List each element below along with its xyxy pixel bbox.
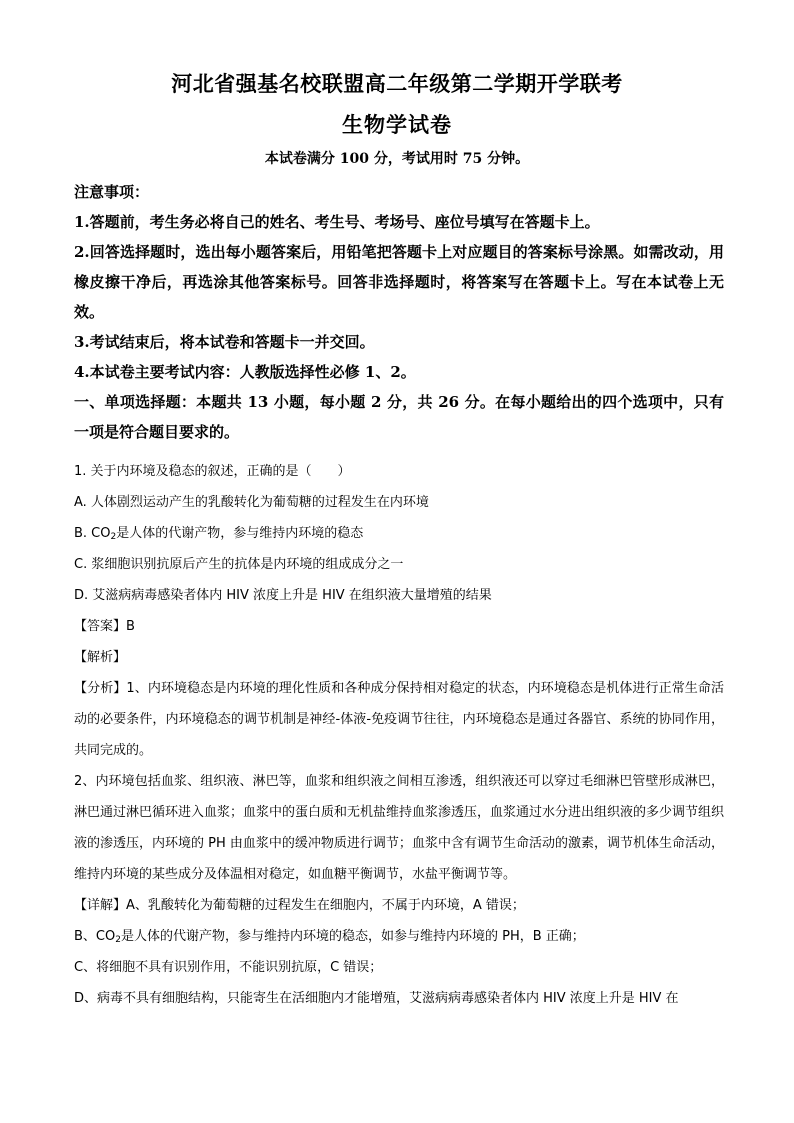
option-b-text: B. CO <box>74 526 111 541</box>
option-c: C. 浆细胞识别抗原后产生的抗体是内环境的组成成分之一 <box>74 557 404 572</box>
detail-d: D、病毒不具有细胞结构，只能寄生在活细胞内才能增殖，艾滋病病毒感染者体内 HIV 浓度上升是 HIV 在 <box>74 991 679 1006</box>
notice-heading: 注意事项： <box>74 183 150 201</box>
analysis-paragraph-2: 2、内环境包括血浆、组织液、淋巴等，血浆和组织液之间相互渗透，组织液还可以穿过毛细淋巴管壁形成淋巴，淋巴通过淋巴循环进入血浆；血浆中的蛋白质和无机盐维持血浆渗透压，血浆通过水分进出组织液的多少调节组织液的渗透压，内环境的 PH 由血浆中的缓冲物质进行调节；血浆中含有调节生命活动的激素，调节机体生命活动，维持内环境的某些成分及体温相对稳定，如血糖平衡调节，水盐平衡调节等。 <box>74 774 725 882</box>
option-a: A. 人体剧烈运动产生的乳酸转化为葡萄糖的过程发生在内环境 <box>74 495 429 510</box>
analysis-paragraph-1: 【分析】1、内环境稳态是内环境的理化性质和各种成分保持相对稳定的状态，内环境稳态是机体进行正常生命活动的必要条件，内环境稳态的调节机制是神经-体液-免疫调节往往，内环境稳态是通过各器官、系统的协同作用，共同完成的。 <box>74 681 724 758</box>
notice-item-4: 4.本试卷主要考试内容：人教版选择性必修 1、2。 <box>74 363 416 381</box>
question-1 <box>74 456 724 1014</box>
option-d: D. 艾滋病病毒感染者体内 HIV 浓度上升是 HIV 在组织液大量增殖的结果 <box>74 588 492 603</box>
analysis-label: 【解析】 <box>74 650 127 665</box>
section-heading: 一、单项选择题：本题共 13 小题，每小题 2 分，共 26 分。在每小题给出的四个选项中，只有一项是符合题目要求的。 <box>74 393 724 441</box>
option-b-subscript: 2 <box>110 532 117 542</box>
detail-b-text-rest: 是人体的代谢产物，参与维持内环境的稳态，如参与维持内环境的 PH，B 正确； <box>120 929 585 944</box>
answer-label: 【答案】B <box>74 619 135 634</box>
detail-c: C、将细胞不具有识别作用，不能识别抗原，C 错误； <box>74 960 383 975</box>
exam-subject: 生物学试卷 <box>342 112 452 137</box>
exam-title: 河北省强基名校联盟高二年级第二学期开学联考 <box>171 71 623 96</box>
notice-item-1: 1.答题前，考生务必将自己的姓名、考生号、考场号、座位号填写在答题卡上。 <box>74 213 600 231</box>
notice-item-3: 3.考试结束后，将本试卷和答题卡一并交回。 <box>74 333 375 351</box>
exam-meta: 本试卷满分 100 分，考试用时 75 分钟。 <box>264 151 530 167</box>
notice-section <box>74 177 724 447</box>
option-b-text-rest: 是人体的代谢产物，参与维持内环境的稳态 <box>116 526 364 541</box>
notice-item-2: 2.回答选择题时，选出每小题答案后，用铅笔把答题卡上对应题目的答案标号涂黑。如需改动，用橡皮擦干净后，再选涂其他答案标号。回答非选择题时，将答案写在答题卡上。写在本试卷上无效。 <box>74 243 724 321</box>
question-stem: 1. 关于内环境及稳态的叙述，正确的是（ ） <box>74 464 351 479</box>
option-b <box>74 518 724 549</box>
detail-b <box>74 921 724 952</box>
detail-b-subscript: 2 <box>115 935 121 945</box>
detail-a: 【详解】A、乳酸转化为葡萄糖的过程发生在细胞内，不属于内环境，A 错误； <box>74 898 525 913</box>
detail-b-text: B、CO <box>74 929 116 944</box>
